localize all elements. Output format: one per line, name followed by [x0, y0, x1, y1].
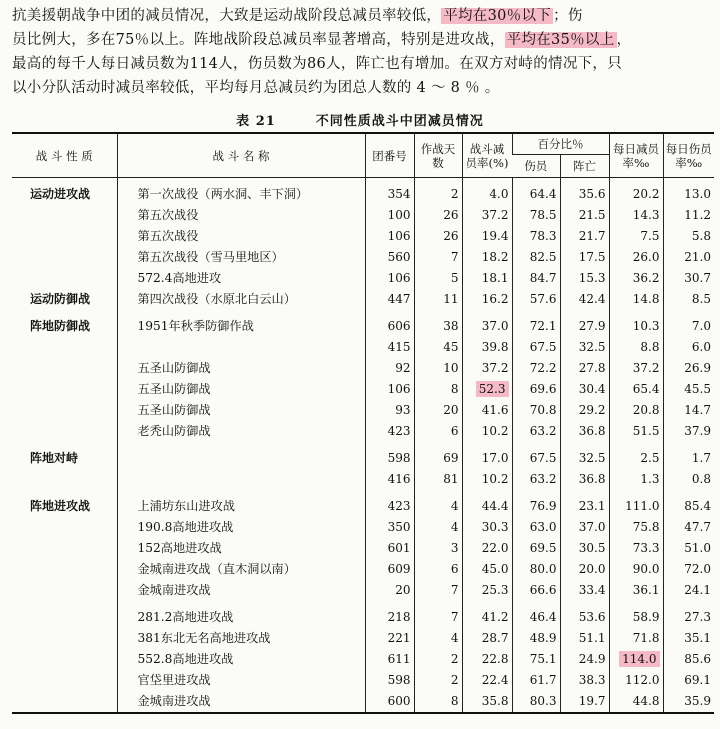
casualty-table — [12, 132, 714, 714]
cell-daily-loss: 37.2 — [609, 358, 663, 379]
table-row — [12, 691, 714, 713]
cell-days: 4 — [414, 490, 462, 517]
cell-rate: 19.4 — [462, 226, 512, 247]
highlight-30-percent: 平均在30％以下 — [443, 8, 552, 24]
cell-regiment: 416 — [365, 469, 414, 490]
cell-nature: 阵地防御战 — [30, 319, 91, 333]
cell-regiment: 609 — [365, 559, 414, 580]
cell-daily-wounded: 26.9 — [663, 358, 714, 379]
paragraph-line-2: 员比例大，多在75％以上。阵地战阶段总减员率显著增高，特别是进攻战， 平均在35％以上 ， — [12, 32, 632, 48]
cell-battle-name: 上浦坊东山进攻战 — [117, 490, 365, 517]
cell-nature: 运动进攻战 — [30, 187, 91, 201]
cell-nature — [12, 601, 117, 628]
cell-daily-wounded: 30.7 — [663, 268, 714, 289]
cell-rate: 30.3 — [462, 517, 512, 538]
cell-rate: 25.3 — [462, 580, 512, 601]
cell-battle-name: 官垈里进攻战 — [117, 670, 365, 691]
cell-battle-name: 第四次战役（水原北白云山） — [117, 289, 365, 310]
header-wounded: 伤员 — [512, 155, 560, 178]
cell-battle-name — [117, 469, 365, 490]
table-body — [12, 178, 714, 714]
cell-killed: 53.6 — [560, 601, 609, 628]
cell-days: 8 — [414, 691, 462, 713]
table-row — [12, 337, 714, 358]
table-row — [12, 247, 714, 268]
header-daily-wounded: 每日伤员率‰ — [663, 133, 714, 178]
cell-days: 45 — [414, 337, 462, 358]
cell-daily-wounded: 85.6 — [663, 649, 714, 670]
cell-wounded: 75.1 — [512, 649, 560, 670]
cell-wounded: 78.3 — [512, 226, 560, 247]
cell-days: 26 — [414, 226, 462, 247]
cell-nature — [12, 247, 117, 268]
cell-battle-name: 第五次战役 — [117, 226, 365, 247]
cell-nature — [12, 691, 117, 713]
cell-daily-wounded: 24.1 — [663, 580, 714, 601]
table-row — [12, 628, 714, 649]
cell-killed: 37.0 — [560, 517, 609, 538]
cell-regiment: 106 — [365, 268, 414, 289]
cell-killed: 19.7 — [560, 691, 609, 713]
cell-regiment: 20 — [365, 580, 414, 601]
cell-killed: 20.0 — [560, 559, 609, 580]
cell-days: 11 — [414, 289, 462, 310]
cell-daily-loss: 14.3 — [609, 205, 663, 226]
cell-regiment: 106 — [365, 379, 414, 400]
cell-daily-loss: 36.2 — [609, 268, 663, 289]
cell-nature — [12, 268, 117, 289]
cell-wounded: 64.4 — [512, 178, 560, 206]
cell-daily-loss: 20.2 — [609, 178, 663, 206]
table-row — [12, 268, 714, 289]
header-killed: 阵亡 — [560, 155, 609, 178]
cell-rate: 44.4 — [462, 490, 512, 517]
cell-wounded: 72.2 — [512, 358, 560, 379]
cell-rate: 37.2 — [462, 358, 512, 379]
cell-nature — [12, 580, 117, 601]
cell-regiment: 598 — [365, 670, 414, 691]
cell-nature — [12, 358, 117, 379]
cell-killed: 29.2 — [560, 400, 609, 421]
cell-nature: 阵地进攻战 — [30, 499, 91, 513]
cell-rate: 45.0 — [462, 559, 512, 580]
header-daily-loss: 每日减员率‰ — [609, 133, 663, 178]
highlighted-value: 52.3 — [476, 381, 509, 397]
cell-daily-wounded: 14.7 — [663, 400, 714, 421]
table-title: 不同性质战斗中团减员情况 — [315, 114, 484, 129]
cell-daily-loss: 36.1 — [609, 580, 663, 601]
cell-battle-name: 金城南进攻战 — [117, 691, 365, 713]
cell-rate: 10.2 — [462, 469, 512, 490]
cell-daily-wounded: 35.9 — [663, 691, 714, 713]
cell-killed: 30.4 — [560, 379, 609, 400]
table-row — [12, 649, 714, 670]
cell-killed: 15.3 — [560, 268, 609, 289]
cell-regiment: 447 — [365, 289, 414, 310]
cell-rate: 41.2 — [462, 601, 512, 628]
cell-rate: 10.2 — [462, 421, 512, 442]
cell-daily-loss — [609, 649, 663, 670]
cell-killed: 42.4 — [560, 289, 609, 310]
table-row — [12, 358, 714, 379]
cell-wounded: 57.6 — [512, 289, 560, 310]
table-row — [12, 517, 714, 538]
cell-nature — [12, 205, 117, 226]
cell-daily-wounded: 8.5 — [663, 289, 714, 310]
cell-killed: 35.6 — [560, 178, 609, 206]
cell-regiment: 354 — [365, 178, 414, 206]
cell-battle-name: 第五次战役（雪马里地区） — [117, 247, 365, 268]
cell-rate: 37.0 — [462, 310, 512, 337]
cell-killed: 32.5 — [560, 337, 609, 358]
cell-regiment: 106 — [365, 226, 414, 247]
cell-rate: 18.2 — [462, 247, 512, 268]
cell-wounded: 67.5 — [512, 442, 560, 469]
cell-daily-loss: 26.0 — [609, 247, 663, 268]
cell-daily-loss: 2.5 — [609, 442, 663, 469]
cell-battle-name: 老秃山防御战 — [117, 421, 365, 442]
highlight-35-percent: 平均在35％以上 — [506, 32, 615, 48]
cell-rate: 22.4 — [462, 670, 512, 691]
highlighted-value: 114.0 — [619, 651, 659, 667]
cell-days: 20 — [414, 400, 462, 421]
cell-killed: 27.9 — [560, 310, 609, 337]
cell-battle-name: 第一次战役（两水洞、丰下洞） — [117, 178, 365, 206]
cell-battle-name: 552.8高地进攻战 — [117, 649, 365, 670]
cell-killed: 38.3 — [560, 670, 609, 691]
cell-battle-name: 190.8高地进攻战 — [117, 517, 365, 538]
cell-daily-loss: 14.8 — [609, 289, 663, 310]
cell-wounded: 84.7 — [512, 268, 560, 289]
cell-killed: 21.5 — [560, 205, 609, 226]
cell-daily-loss: 20.8 — [609, 400, 663, 421]
cell-rate — [462, 379, 512, 400]
table-row — [12, 400, 714, 421]
table-row — [12, 490, 714, 517]
cell-battle-name — [117, 442, 365, 469]
cell-regiment: 92 — [365, 358, 414, 379]
cell-daily-loss: 51.5 — [609, 421, 663, 442]
cell-nature: 阵地对峙 — [30, 451, 79, 465]
cell-wounded: 63.2 — [512, 421, 560, 442]
cell-wounded: 48.9 — [512, 628, 560, 649]
cell-rate: 16.2 — [462, 289, 512, 310]
cell-nature — [12, 337, 117, 358]
cell-regiment: 218 — [365, 601, 414, 628]
table-row — [12, 379, 714, 400]
cell-regiment: 606 — [365, 310, 414, 337]
cell-days: 81 — [414, 469, 462, 490]
cell-daily-wounded: 35.1 — [663, 628, 714, 649]
cell-nature — [12, 379, 117, 400]
cell-wounded: 63.0 — [512, 517, 560, 538]
cell-regiment: 350 — [365, 517, 414, 538]
cell-rate: 18.1 — [462, 268, 512, 289]
cell-days: 7 — [414, 247, 462, 268]
cell-wounded: 76.9 — [512, 490, 560, 517]
cell-daily-wounded: 1.7 — [663, 442, 714, 469]
cell-daily-wounded: 69.1 — [663, 670, 714, 691]
cell-wounded: 70.8 — [512, 400, 560, 421]
cell-days: 8 — [414, 379, 462, 400]
cell-regiment: 221 — [365, 628, 414, 649]
cell-nature — [12, 469, 117, 490]
cell-daily-wounded: 27.3 — [663, 601, 714, 628]
cell-daily-wounded: 6.0 — [663, 337, 714, 358]
table-row — [12, 538, 714, 559]
cell-regiment: 100 — [365, 205, 414, 226]
cell-daily-wounded: 45.5 — [663, 379, 714, 400]
cell-battle-name — [117, 337, 365, 358]
cell-battle-name: 1951年秋季防御作战 — [117, 310, 365, 337]
paragraph-line-3: 最高的每千人每日减员数为114人，伤员数为86人，阵亡也有增加。在双方对峙的情况下，只 — [12, 56, 623, 72]
cell-battle-name: 五圣山防御战 — [117, 379, 365, 400]
cell-killed: 23.1 — [560, 490, 609, 517]
paragraph-line-4: 以小分队活动时减员率较低，平均每月总减员约为团总人数的 4 ～ 8 ％ 。 — [12, 80, 500, 96]
cell-days: 4 — [414, 517, 462, 538]
cell-wounded: 82.5 — [512, 247, 560, 268]
cell-daily-loss: 44.8 — [609, 691, 663, 713]
cell-nature — [12, 517, 117, 538]
cell-nature — [12, 538, 117, 559]
cell-battle-name: 281.2高地进攻战 — [117, 601, 365, 628]
cell-killed: 27.8 — [560, 358, 609, 379]
intro-paragraph — [12, 4, 708, 100]
cell-nature — [12, 628, 117, 649]
table-row — [12, 559, 714, 580]
cell-killed: 24.9 — [560, 649, 609, 670]
cell-daily-loss: 1.3 — [609, 469, 663, 490]
header-percent: 百分比％ — [512, 133, 609, 155]
cell-nature — [12, 226, 117, 247]
cell-killed: 32.5 — [560, 442, 609, 469]
cell-days: 38 — [414, 310, 462, 337]
cell-daily-loss: 111.0 — [609, 490, 663, 517]
cell-days: 6 — [414, 559, 462, 580]
table-row — [12, 670, 714, 691]
cell-daily-loss: 75.8 — [609, 517, 663, 538]
cell-days: 6 — [414, 421, 462, 442]
cell-rate: 41.6 — [462, 400, 512, 421]
cell-wounded: 67.5 — [512, 337, 560, 358]
cell-wounded: 61.7 — [512, 670, 560, 691]
header-days: 作战天数 — [414, 133, 462, 178]
cell-rate: 17.0 — [462, 442, 512, 469]
cell-regiment: 93 — [365, 400, 414, 421]
cell-daily-wounded: 13.0 — [663, 178, 714, 206]
cell-rate: 22.0 — [462, 538, 512, 559]
cell-daily-wounded: 11.2 — [663, 205, 714, 226]
cell-regiment: 601 — [365, 538, 414, 559]
cell-wounded: 46.4 — [512, 601, 560, 628]
table-row — [12, 442, 714, 469]
cell-killed: 36.8 — [560, 421, 609, 442]
cell-killed: 21.7 — [560, 226, 609, 247]
cell-killed: 30.5 — [560, 538, 609, 559]
cell-days: 26 — [414, 205, 462, 226]
cell-wounded: 69.6 — [512, 379, 560, 400]
cell-regiment: 415 — [365, 337, 414, 358]
cell-battle-name: 第五次战役 — [117, 205, 365, 226]
table-row — [12, 601, 714, 628]
cell-wounded: 72.1 — [512, 310, 560, 337]
cell-days: 2 — [414, 178, 462, 206]
cell-daily-wounded: 51.0 — [663, 538, 714, 559]
cell-regiment: 598 — [365, 442, 414, 469]
header-regiment: 团番号 — [365, 133, 414, 178]
cell-daily-wounded: 85.4 — [663, 490, 714, 517]
cell-killed: 36.8 — [560, 469, 609, 490]
cell-rate: 37.2 — [462, 205, 512, 226]
cell-daily-loss: 112.0 — [609, 670, 663, 691]
cell-days: 2 — [414, 670, 462, 691]
cell-days: 3 — [414, 538, 462, 559]
table-row — [12, 226, 714, 247]
cell-daily-loss: 73.3 — [609, 538, 663, 559]
cell-days: 10 — [414, 358, 462, 379]
cell-regiment: 611 — [365, 649, 414, 670]
cell-days: 5 — [414, 268, 462, 289]
cell-daily-loss: 7.5 — [609, 226, 663, 247]
cell-daily-wounded: 21.0 — [663, 247, 714, 268]
cell-days: 69 — [414, 442, 462, 469]
cell-killed: 17.5 — [560, 247, 609, 268]
header-rate: 战斗减员率(%) — [462, 133, 512, 178]
cell-nature: 运动防御战 — [30, 292, 91, 306]
cell-killed: 33.4 — [560, 580, 609, 601]
cell-battle-name: 金城南进攻战（直木洞以南） — [117, 559, 365, 580]
table-caption — [0, 110, 720, 129]
cell-battle-name: 381东北无名高地进攻战 — [117, 628, 365, 649]
table-row — [12, 310, 714, 337]
cell-days: 4 — [414, 628, 462, 649]
cell-daily-wounded: 72.0 — [663, 559, 714, 580]
cell-daily-wounded: 37.9 — [663, 421, 714, 442]
cell-rate: 35.8 — [462, 691, 512, 713]
cell-wounded: 63.2 — [512, 469, 560, 490]
cell-daily-loss: 58.9 — [609, 601, 663, 628]
table-row — [12, 178, 714, 206]
cell-daily-loss: 65.4 — [609, 379, 663, 400]
table-row — [12, 421, 714, 442]
cell-battle-name: 金城南进攻战 — [117, 580, 365, 601]
table-row — [12, 289, 714, 310]
cell-daily-loss: 8.8 — [609, 337, 663, 358]
header-name: 战 斗 名 称 — [117, 133, 365, 178]
table-row — [12, 205, 714, 226]
cell-wounded: 66.6 — [512, 580, 560, 601]
cell-battle-name: 152高地进攻战 — [117, 538, 365, 559]
cell-regiment: 600 — [365, 691, 414, 713]
header-nature: 战 斗 性 质 — [12, 133, 117, 178]
cell-rate: 28.7 — [462, 628, 512, 649]
cell-battle-name: 572.4高地进攻 — [117, 268, 365, 289]
table-row — [12, 469, 714, 490]
cell-regiment: 423 — [365, 490, 414, 517]
cell-days: 7 — [414, 601, 462, 628]
cell-nature — [12, 559, 117, 580]
cell-wounded: 80.0 — [512, 559, 560, 580]
cell-daily-loss: 71.8 — [609, 628, 663, 649]
cell-daily-loss: 90.0 — [609, 559, 663, 580]
table-row — [12, 580, 714, 601]
cell-battle-name: 五圣山防御战 — [117, 358, 365, 379]
cell-nature — [12, 421, 117, 442]
cell-wounded: 80.3 — [512, 691, 560, 713]
cell-rate: 4.0 — [462, 178, 512, 206]
cell-daily-loss: 10.3 — [609, 310, 663, 337]
cell-nature — [12, 670, 117, 691]
cell-daily-wounded: 7.0 — [663, 310, 714, 337]
cell-regiment: 423 — [365, 421, 414, 442]
cell-wounded: 78.5 — [512, 205, 560, 226]
cell-wounded: 69.5 — [512, 538, 560, 559]
cell-nature — [12, 649, 117, 670]
cell-daily-wounded: 0.8 — [663, 469, 714, 490]
paragraph-line-1: 抗美援朝战争中团的减员情况，大致是运动战阶段总减员率较低， 平均在30％以下 ；伤 — [12, 8, 583, 24]
cell-rate: 39.8 — [462, 337, 512, 358]
cell-daily-wounded: 5.8 — [663, 226, 714, 247]
cell-battle-name: 五圣山防御战 — [117, 400, 365, 421]
cell-nature — [12, 400, 117, 421]
cell-days: 7 — [414, 580, 462, 601]
cell-regiment: 560 — [365, 247, 414, 268]
cell-killed: 51.1 — [560, 628, 609, 649]
table-number: 表 21 — [236, 114, 276, 129]
cell-rate: 22.8 — [462, 649, 512, 670]
cell-daily-wounded: 47.7 — [663, 517, 714, 538]
cell-days: 2 — [414, 649, 462, 670]
